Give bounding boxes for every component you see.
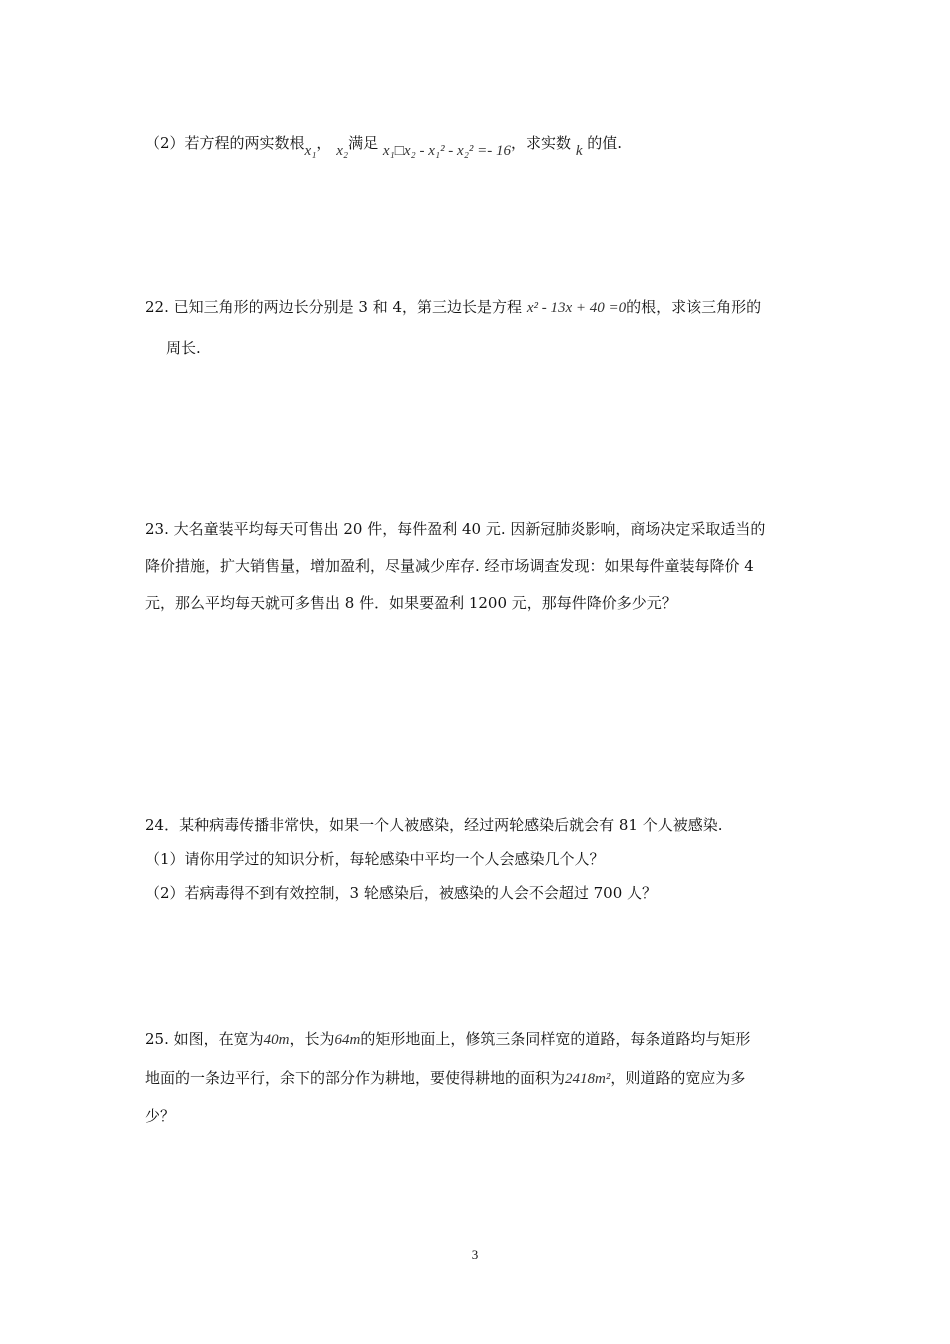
q25-l2-a: 地面的一条边平行，余下的部分作为耕地，要使得耕地的面积为 xyxy=(145,1069,566,1087)
q24-line3: （2）若病毒得不到有效控制，3 轮感染后，被感染的人会不会超过 700 人？ xyxy=(145,884,658,902)
q21-part2-comma: ， xyxy=(316,134,332,152)
q23-line2: 降价措施，扩大销售量，增加盈利，尽量减少库存. 经市场调查发现：如果每件童装每降价 4 xyxy=(145,557,754,575)
math-x1: x₁ xyxy=(304,143,317,159)
q24-line1: 24．某种病毒传播非常快，如果一个人被感染，经过两轮感染后就会有 81 个人被感染. xyxy=(145,816,723,834)
q22-suffix: 的根，求该三角形的 xyxy=(626,298,762,316)
q25-l1-c: 的矩形地面上，修筑三条同样宽的道路，每条道路均与矩形 xyxy=(360,1030,751,1048)
q24-line2: （1）请你用学过的知识分析，每轮感染中平均一个人会感染几个人？ xyxy=(145,850,605,868)
q21-part2-mid2: ，求实数 xyxy=(511,134,572,152)
math-area: 2418m² xyxy=(565,1071,611,1087)
q22-line1 xyxy=(145,297,761,318)
q22-line2: 周长. xyxy=(166,339,201,357)
q25-l1-b: ，长为 xyxy=(289,1030,335,1048)
q25-line1 xyxy=(145,1029,750,1050)
q23-line3: 元，那么平均每天就可多售出 8 件．如果要盈利 1200 元，那每件降价多少元？ xyxy=(145,594,677,612)
q21-part2-suffix: 的值. xyxy=(587,134,623,152)
q25-l1-a: 25. 如图，在宽为 xyxy=(145,1030,264,1048)
math-quadratic: x² - 13x + 40 =0 xyxy=(526,300,627,316)
q21-part2-prefix: （2）若方程的两实数根 xyxy=(145,134,305,152)
math-k: k xyxy=(575,143,583,159)
math-condition: x₁□x₂ - x₁² - x₂² =- 16 xyxy=(382,143,512,159)
q22-prefix: 22. 已知三角形的两边长分别是 3 和 4，第三边长是方程 xyxy=(145,298,523,316)
math-width: 40m xyxy=(263,1032,290,1048)
math-length: 64m xyxy=(334,1032,361,1048)
q25-l2-b: ，则道路的宽应为多 xyxy=(610,1069,746,1087)
q25-line2 xyxy=(145,1068,745,1089)
q21-part2-mid: 满足 xyxy=(348,134,379,152)
q25-line3: 少？ xyxy=(145,1107,176,1125)
q21-part2-line xyxy=(145,133,623,159)
page-number: 3 xyxy=(471,1247,479,1262)
q23-line1: 23. 大名童装平均每天可售出 20 件，每件盈利 40 元. 因新冠肺炎影响，商场决定采取适当的 xyxy=(145,520,766,538)
math-x2: x₂ xyxy=(336,143,349,159)
